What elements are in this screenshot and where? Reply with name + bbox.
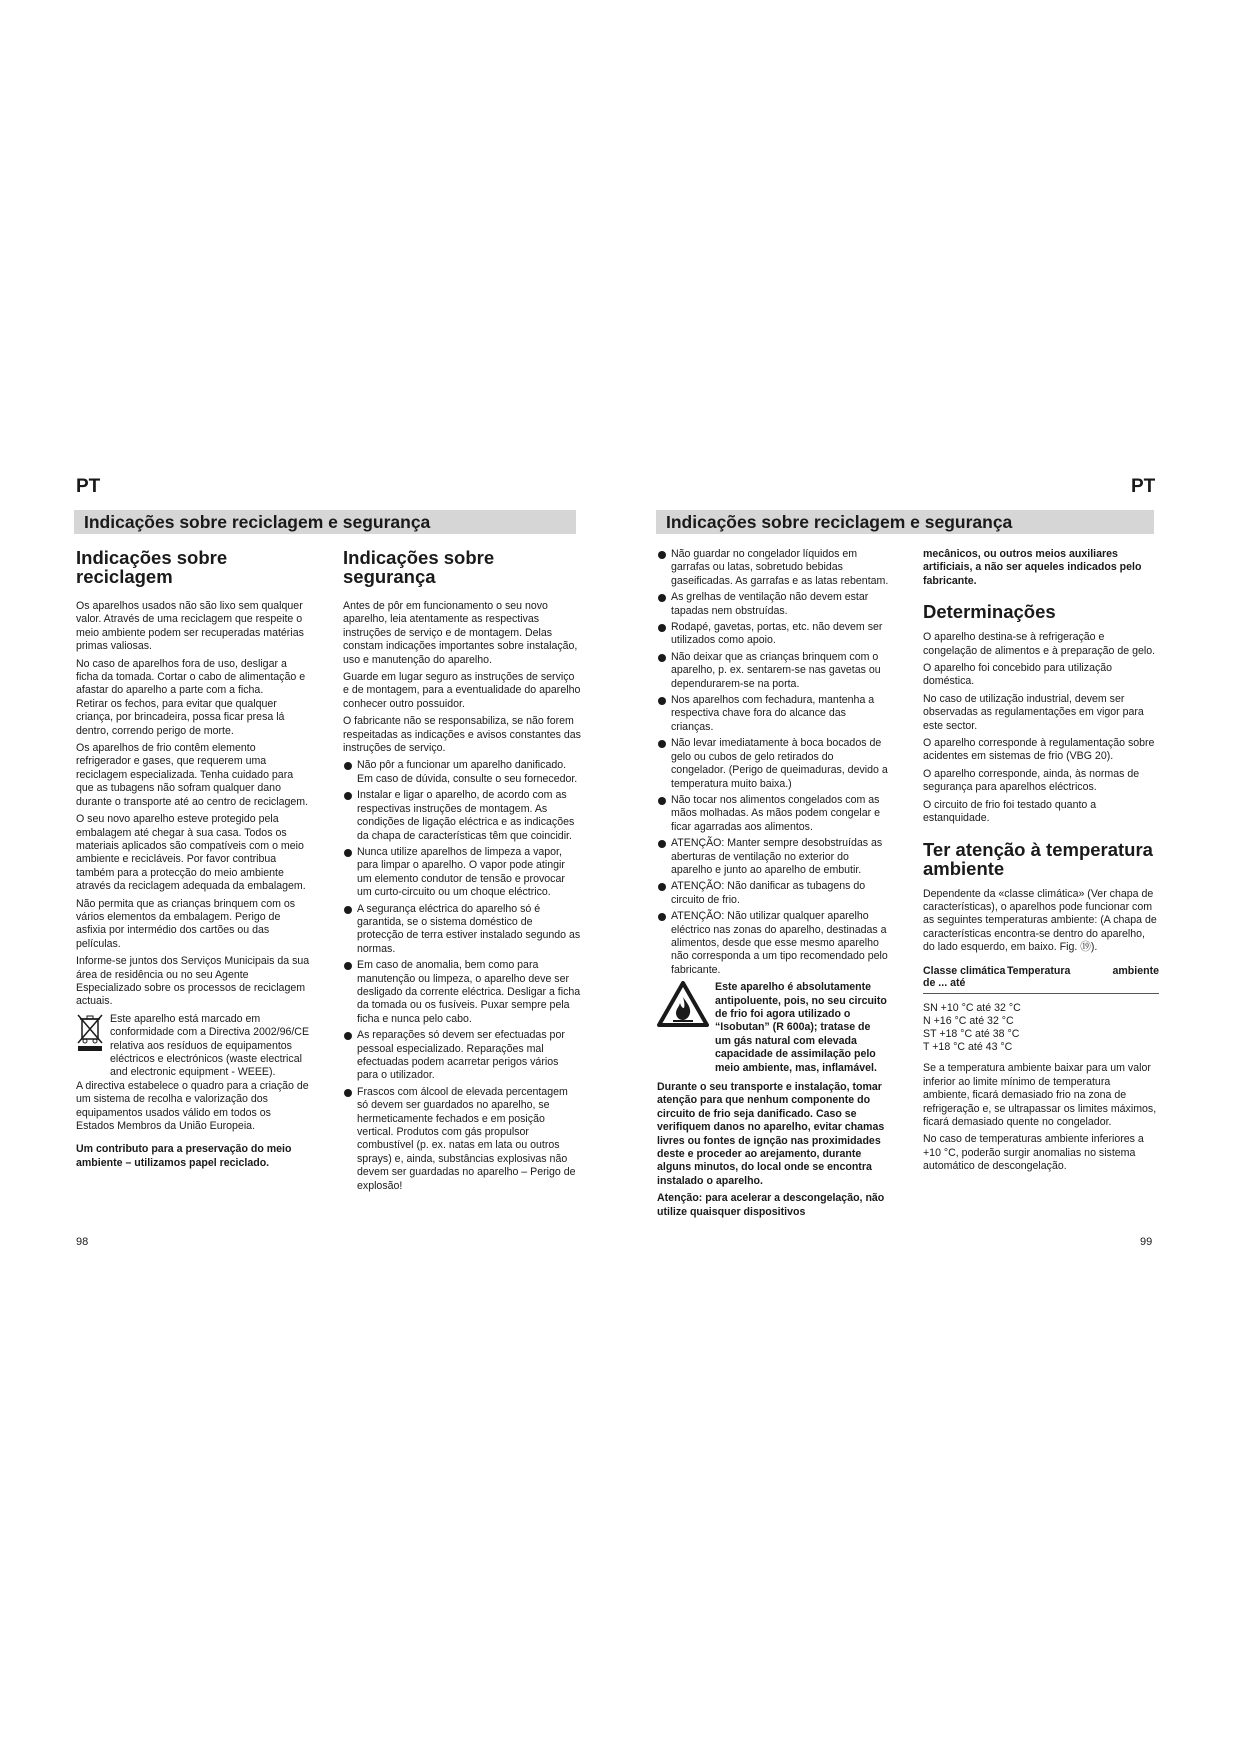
recycling-paragraph: Não permita que as crianças brinquem com os vários elementos da embalagem. Perigo de asfixia por intermédio dos cartões ou das películas. xyxy=(76,897,296,950)
safety-heading: Indicações sobre segurança xyxy=(343,547,495,587)
determination-paragraph: O circuito de frio foi testado quanto a estanquidade. xyxy=(923,798,1097,825)
climate-class: ST xyxy=(923,1027,937,1040)
page-number-right: 99 xyxy=(1140,1236,1153,1248)
safety-paragraph: O fabricante não se responsabiliza, se não forem respeitadas as indicações e avisos constantes das instruções de serviço. xyxy=(343,715,581,755)
table-row xyxy=(923,1041,1159,1054)
list-item: ATENÇÃO: Não utilizar qualquer aparelho eléctrico nas zonas do aparelho, destinadas a alimentos, desde que esse mesmo aparelho não corresponda a um tipo recomendado pelo fabricante. xyxy=(657,910,889,977)
flammable-warning-icon xyxy=(657,981,709,1027)
determination-paragraph: O aparelho foi concebido para utilização doméstica. xyxy=(923,662,1113,688)
ambient-temperature-paragraph: No caso de temperaturas ambiente inferiores a +10 °C, poderão surgir anomalias no sistema automático de descongelação. xyxy=(923,1133,1144,1173)
temperature-to: 38 °C xyxy=(992,1027,1020,1040)
determination-paragraph: O aparelho destina-se à refrigeração e congelação de alimentos e à preparação de gelo. xyxy=(923,631,1156,657)
temperature-from: +18 °C até xyxy=(939,1027,990,1040)
table-row xyxy=(923,1028,1159,1041)
safety-bullet-list-continued xyxy=(657,548,889,977)
safety-column xyxy=(343,548,581,1197)
list-item: Não levar imediatamente à boca bocados de gelo ou cubos de gelo retirados do congelador. (Perigo de queimaduras, devido a temperatura muito baixa.) xyxy=(657,737,889,791)
temperature-to: 32 °C xyxy=(987,1014,1014,1027)
climate-class-table xyxy=(923,965,1159,1055)
recycling-paragraph: Retirar os fechos, para evitar que qualquer criança, por brincadeira, possa ficar presa lá dentro, correndo perigo de morte. xyxy=(76,697,285,737)
table-row xyxy=(923,1015,1159,1028)
table-header: ambiente xyxy=(1095,965,1159,994)
climate-class: T xyxy=(923,1041,930,1054)
list-item: Não deixar que as crianças brinquem com o aparelho, p. ex. sentarem-se nas gavetas ou dependurarem-se na porta. xyxy=(657,651,889,691)
list-item: As grelhas de ventilação não devem estar tapadas nem obstruídas. xyxy=(657,591,889,618)
climate-class: SN xyxy=(923,1001,938,1014)
list-item: Rodapé, gavetas, portas, etc. não devem ser utilizados como apoio. xyxy=(657,621,889,648)
recycled-paper-note: Um contributo para a preservação do meio ambiente – utilizamos papel reciclado. xyxy=(76,1143,292,1169)
recycling-paragraph: Os aparelhos de frio contêm elemento refrigerador e gases, que requerem uma reciclagem especializada. Tenha cuidado para que as tubagens não sofram qualquer dano durante o transporte até ao centro de reciclagem. xyxy=(76,742,309,808)
ambient-temperature-paragraph: Dependente da «classe climática» (Ver chapa de características), o aparelhos pode funcionar com as seguintes temperaturas ambiente: (A chapa de características encontra-se dentro do aparelho, do lado esquerdo, em baixo. Fig. ⑲). xyxy=(923,887,1157,954)
weee-notice xyxy=(76,1013,312,1080)
determination-paragraph: No caso de utilização industrial, devem ser observadas as regulamentações em vigor para este sector. xyxy=(923,692,1144,732)
defrost-note-continued: mecânicos, ou outros meios auxiliares artificiais, a não ser aqueles indicados pelo fabricante. xyxy=(923,548,1142,587)
safety-continued-column xyxy=(657,548,889,1223)
list-item: Nunca utilize aparelhos de limpeza a vapor, para limpar o aparelho. O vapor pode atingir um elemento condutor de tensão e provocar um curto-circuito ou um choque eléctrico. xyxy=(343,846,581,900)
recycling-paragraph: A directiva estabelece o quadro para a criação de um sistema de recolha e valorização dos equipamentos usados válido em todos os Estados Membros da União Europeia. xyxy=(76,1079,309,1133)
transport-note: Durante o seu transporte e instalação, tomar atenção para que nenhum componente do circuito de frio seja danificado. Caso se verifiquem danos no aparelho, evitar chamas livres ou fontes de ignção nas proximidades deste e proceder ao arejamento, durante alguns minutos, do local onde se encontra instalado o aparelho. xyxy=(657,1081,885,1187)
section-band-left: Indicações sobre reciclagem e segurança xyxy=(74,510,576,534)
table-row xyxy=(923,993,1159,1015)
temperature-to: 43 °C xyxy=(985,1041,1013,1054)
determinations-heading: Determinações xyxy=(923,601,1056,623)
determination-paragraph: O aparelho corresponde, ainda, às normas de segurança para aparelhos eléctricos. xyxy=(923,767,1140,794)
safety-paragraph: Antes de pôr em funcionamento o seu novo aparelho, leia atentamente as respectivas instruções de serviço e de montagem. Delas constam indicações importantes sobre instalação, uso e manutenção do aparelho. xyxy=(343,600,578,666)
list-item: A segurança eléctrica do aparelho só é garantida, se o sistema doméstico de protecção de terra estiver instalado segundo as normas. xyxy=(343,903,581,957)
weee-text: Este aparelho está marcado em conformidade com a Directiva 2002/96/CE relativa aos resíduos de equipamentos eléctricos e electrónicos (waste electrical and electronic equipment - WEEE). xyxy=(110,1012,310,1079)
list-item: As reparações só devem ser efectuadas por pessoal especializado. Reparações mal efectuadas podem acarretar perigos vários para o utilizador. xyxy=(343,1029,581,1083)
list-item: Não guardar no congelador líquidos em garrafas ou latas, sobretudo bebidas gaseificadas. As garrafas e as latas rebentam. xyxy=(657,548,889,588)
list-item: Nos aparelhos com fechadura, mantenha a respectiva chave fora do alcance das crianças. xyxy=(657,694,889,734)
list-item: ATENÇÃO: Manter sempre desobstruídas as aberturas de ventilação no exterior do aparelho e junto ao aparelho de embutir. xyxy=(657,837,889,877)
recycling-heading: Indicações sobre reciclagem xyxy=(76,547,228,587)
list-item: Em caso de anomalia, bem como para manutenção ou limpeza, o aparelho deve ser desligado da corrente eléctrica. Desligar a ficha da tomada ou os fusíveis. Puxar sempre pela ficha e nunca pelo cabo. xyxy=(343,959,581,1026)
table-header: Temperatura xyxy=(1007,965,1095,994)
safety-bullet-list xyxy=(343,759,581,1193)
list-item: ATENÇÃO: Não danificar as tubagens do circuito de frio. xyxy=(657,880,889,907)
recycling-column xyxy=(76,548,312,1174)
recycling-paragraph: Informe-se juntos dos Serviços Municipais da sua área de residência ou no seu Agente Especializado sobre os processos de reciclagem actuais. xyxy=(76,955,310,1008)
defrost-note: Atenção: para acelerar a descongelação, não utilize quaisquer dispositivos xyxy=(657,1192,885,1218)
page-number-left: 98 xyxy=(76,1236,89,1248)
list-item: Instalar e ligar o aparelho, de acordo com as respectivas instruções de montagem. As condições de ligação eléctrica e as indicações da chapa de características têm que coincidir. xyxy=(343,789,581,843)
flammable-warning-text: Este aparelho é absolutamente antipoluente, pois, no seu circuito de frio foi agora utilizado o “Isobutan” (R 600a); tratase de um gás natural com elevada capacidade de assimilação pelo meio ambiente, mas, inflamável. xyxy=(715,981,887,1074)
list-item: Não pôr a funcionar um aparelho danificado. Em caso de dúvida, consulte o seu fornecedor. xyxy=(343,759,581,786)
climate-class: N xyxy=(923,1014,931,1027)
recycling-paragraph: No caso de aparelhos fora de uso, desligar a ficha da tomada. Cortar o cabo de alimentação e afastar do aparelho a parte com a ficha. xyxy=(76,657,306,697)
determination-paragraph: O aparelho corresponde à regulamentação sobre acidentes em sistemas de frio (VBG 20). xyxy=(923,737,1155,763)
ambient-temperature-paragraph: Se a temperatura ambiente baixar para um valor inferior ao limite mínimo de temperatura ambiente, ficará demasiado frio na zona de refrigeração e, se ultrapassar os limites máximos, ficará demasiado quente no congelador. xyxy=(923,1062,1157,1128)
language-label-right: PT xyxy=(1131,476,1156,497)
list-item: Frascos com álcool de elevada percentagem só devem ser guardados no aparelho, se hermeticamente fechados e em posição vertical. Produtos com gás propulsor combustível (p. ex. natas em lata ou outros sprays) e, ainda, substâncias explosivas não devem ser guardadas no aparelho – Perigo de explosão! xyxy=(343,1086,581,1193)
section-band-right: Indicações sobre reciclagem e segurança xyxy=(656,510,1154,534)
list-item: Não tocar nos alimentos congelados com as mãos molhadas. As mãos podem congelar e ficar agarradas aos alimentos. xyxy=(657,794,889,834)
safety-paragraph: Guarde em lugar seguro as instruções de serviço e de montagem, para a eventualidade do aparelho conhecer outro possuidor. xyxy=(343,671,581,710)
temperature-from: +18 °C até xyxy=(932,1041,983,1054)
recycling-paragraph: Os aparelhos usados não são lixo sem qualquer valor. Através de uma reciclagem que respeite o meio ambiente podem ser recuperadas matérias primas valiosas. xyxy=(76,600,304,653)
language-label-left: PT xyxy=(76,476,101,497)
table-header: Classe climática de ... até xyxy=(923,965,1007,994)
temperature-from: +10 °C até xyxy=(940,1001,992,1014)
crossed-bin-icon xyxy=(76,1013,104,1051)
determinations-column xyxy=(923,548,1159,1178)
flammable-warning xyxy=(657,981,889,1075)
temperature-to: 32 °C xyxy=(994,1001,1021,1014)
ambient-temperature-heading: Ter atenção à temperatura ambiente xyxy=(923,838,1153,879)
temperature-from: +16 °C até xyxy=(933,1014,985,1027)
recycling-paragraph: O seu novo aparelho esteve protegido pela embalagem até chegar à sua casa. Todos os materiais aplicados são compatíveis com o meio ambiente e recicláveis. Por favor contribua também para a protecção do meio ambiente através da reciclagem adequada da embalagem. xyxy=(76,813,306,893)
